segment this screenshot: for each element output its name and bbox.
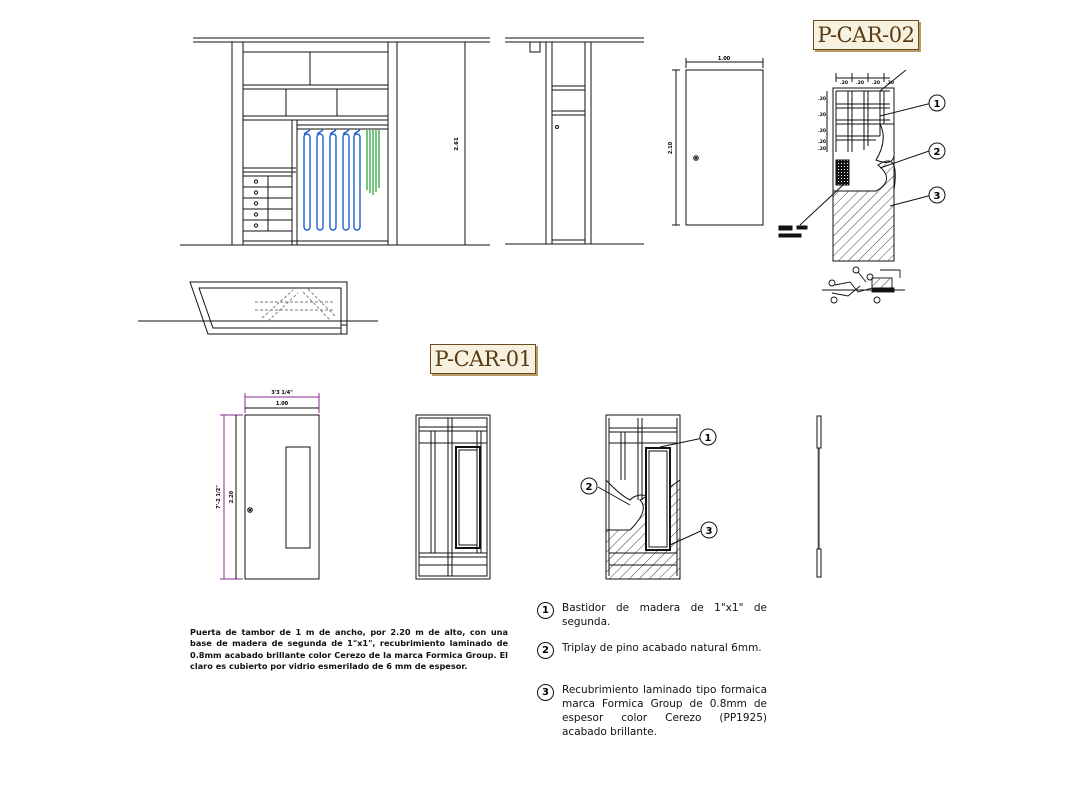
door2-height-label: 2.10 <box>668 141 674 155</box>
title-p-car-02: P-CAR-02 <box>813 20 919 50</box>
svg-text:.20: .20 <box>818 97 826 102</box>
callout-1-label: 1 <box>933 99 941 110</box>
title-p-car-01: P-CAR-01 <box>430 344 536 374</box>
closet-side-section <box>505 38 644 244</box>
door-p-car-01-detail <box>581 415 717 579</box>
hanging-shirts <box>367 130 379 195</box>
plywood-grid <box>836 160 849 185</box>
door2-width-label: 1.00 <box>717 56 731 62</box>
door-specification-note: Puerta de tambor de 1 m de ancho, por 2.20 m de alto, con una base de madera de segunda de 1"x1", recubrimiento laminado de 0.8mm acabado brillante color Cerezo de la marca Formica Group. El claro es cubierto por vidrio esmerilado de 6 mm de espesor. <box>190 627 508 671</box>
legend-number: 2 <box>537 642 554 659</box>
svg-text:.20: .20 <box>818 147 826 152</box>
door1-height-imperial-label: 7'-2 1/2" <box>216 485 222 509</box>
door-p-car-01-elevation <box>220 393 319 579</box>
callout-3-label: 3 <box>933 191 941 202</box>
svg-text:.20: .20 <box>818 113 826 118</box>
svg-text:.20: .20 <box>818 129 826 134</box>
door-outline <box>245 415 319 579</box>
door-p-car-02-detail <box>779 70 945 261</box>
door1-width-imperial-label: 3'3 1/4" <box>271 390 293 396</box>
callout-2-label: 2 <box>933 147 941 158</box>
hanging-clothes <box>304 130 379 230</box>
legend-text: Recubrimiento laminado tipo formaica marca Formica Group de 0.8mm de espesor color Cerezo (PP1925) acabado brillante. <box>562 684 767 738</box>
door-knob <box>248 508 253 513</box>
closet-right-post <box>388 42 397 245</box>
callout-2-label: 2 <box>585 482 593 493</box>
grid-frame <box>836 91 890 152</box>
door1-width-label: 1.00 <box>275 401 289 407</box>
door-outline <box>686 70 763 225</box>
svg-text:.20: .20 <box>840 81 848 86</box>
joint-detail <box>822 267 905 303</box>
callout-1-label: 1 <box>704 433 712 444</box>
svg-text:.20: .20 <box>872 81 880 86</box>
door-p-car-02-elevation <box>672 58 763 225</box>
hanging-garment <box>330 134 336 230</box>
closet-left-post <box>232 42 243 245</box>
door-knob <box>694 156 699 161</box>
callout-3-label: 3 <box>705 526 713 537</box>
legend-text: Bastidor de madera de 1"x1" de segunda. <box>562 602 767 628</box>
legend-number: 3 <box>537 684 554 701</box>
closet-height-label: 2.61 <box>454 137 460 151</box>
door-p-car-01-side-section <box>817 416 821 577</box>
drawer-stack <box>243 176 292 231</box>
hanging-garment <box>343 134 349 230</box>
legend-text: Triplay de pino acabado natural 6mm. <box>562 642 762 654</box>
door1-height-label: 2.20 <box>229 490 235 504</box>
door-p-car-01-frame <box>416 415 490 579</box>
hanging-garment <box>304 134 310 230</box>
closet-elevation <box>180 38 490 245</box>
hanging-garment <box>354 134 360 230</box>
closet-plan-view <box>138 282 378 334</box>
legend-number: 1 <box>537 602 554 619</box>
svg-text:.20: .20 <box>886 81 894 86</box>
svg-text:.20: .20 <box>856 81 864 86</box>
hanging-garment <box>317 134 323 230</box>
svg-text:.20: .20 <box>818 140 826 145</box>
glass-panel <box>286 447 310 548</box>
